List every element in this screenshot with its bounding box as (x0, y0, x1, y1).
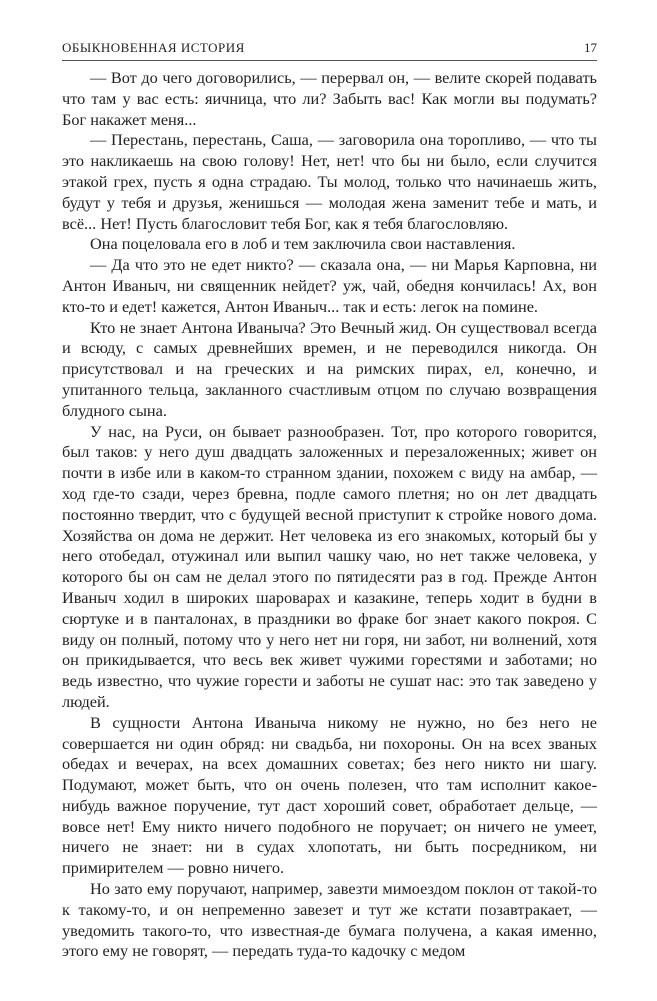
running-header (62, 38, 597, 61)
paragraph: — Перестань, перестань, Саша, — заговорила она торопливо, — что ты это накликаешь на свою голову! Нет, нет! что бы ни было, если случится этакой грех, пусть я одна страдаю. Ты молод, только что начинаешь жить, будут у тебя и друзья, женишься — молодая жена заменит тебе и мать, и всё... Нет! Пусть благословит тебя Бог, как я тебя благословляю. (62, 130, 597, 233)
paragraph: — Вот до чего договорились, — перервал он, — велите скорей подавать что там у вас есть: яичница, что ли? Забыть вас! Как могли вы подумать? Бог накажет меня... (62, 68, 597, 129)
body-text (62, 68, 597, 962)
book-page (62, 38, 597, 962)
paragraph: Она поцеловала его в лоб и тем заключила свои наставления. (90, 234, 516, 254)
paragraph: У нас, на Руси, он бывает разнообразен. Тот, про которого говорится, был таков: у него душ двадцать заложенных и перезаложенных; живет он почти в избе или в каком-то странном здании, похожем с виду на амбар, — ход где-то сзади, через бревна, подле самого плетня; но он лет двадцать постоянно твердит, что с будущей весной приступит к стройке нового дома. Хозяйства он дома не держит. Нет человека из его знакомых, который бы у него отобедал, отужинал или выпил чашку чаю, но нет также человека, у которого бы он сам не делал этого по пятидесяти раз в год. Прежде Антон Иваныч ходил в широких шароварах и казакине, теперь ходит в будни в сюртуке и в панталонах, в праздники во фраке бог знает какого покроя. С виду он полный, потому что у него нет ни горя, ни забот, ни волнений, хотя он прикидывается, что весь век живет чужими горестями и заботами; но ведь известно, что чужие горести и заботы не сушат нас: это так заведено у людей. (62, 421, 597, 711)
paragraph: — Да что это не едет никто? — сказала она, — ни Марья Карповна, ни Антон Иваныч, ни священник нейдет? уж, чай, обедня кончилась! Ах, вон кто-то и едет! кажется, Антон Иваныч... так и есть: легок на помине. (62, 255, 597, 316)
page-number: 17 (584, 40, 597, 55)
paragraph: Кто не знает Антона Иваныча? Это Вечный жид. Он существовал всегда и всюду, с самых древнейших времен, и не переводился никогда. Он присутствовал и на греческих и на римских пирах, ел, конечно, и упитанного тельца, закланного счастливым отцом по случаю возвращения блудного сына. (62, 317, 597, 420)
paragraph: Но зато ему поручают, например, завезти мимоездом поклон от такой-то к такому-то, и он непременно завезет и тут же кстати позавтракает, — уведомить такого-то, что известная-де бумага получена, а какая именно, этого ему не говорят, — передать туда-то кадочку с медом (62, 879, 597, 961)
book-title: ОБЫКНОВЕННАЯ ИСТОРИЯ (62, 40, 245, 55)
paragraph: В сущности Антона Иваныча никому не нужно, но без него не совершается ни один обряд: ни свадьба, ни похороны. Он на всех званых обедах и вечерах, на всех домашних советах; без него никто ни шагу. Подумают, может быть, что он очень полезен, что там исполнит какое-нибудь важное поручение, тут даст хороший совет, обработает дельце, — вовсе нет! Ему никто ничего подобного не поручает; он ничего не умеет, ничего не знает: ни в судах хлопотать, ни быть посредником, ни примирителем — ровно ничего. (62, 712, 597, 878)
